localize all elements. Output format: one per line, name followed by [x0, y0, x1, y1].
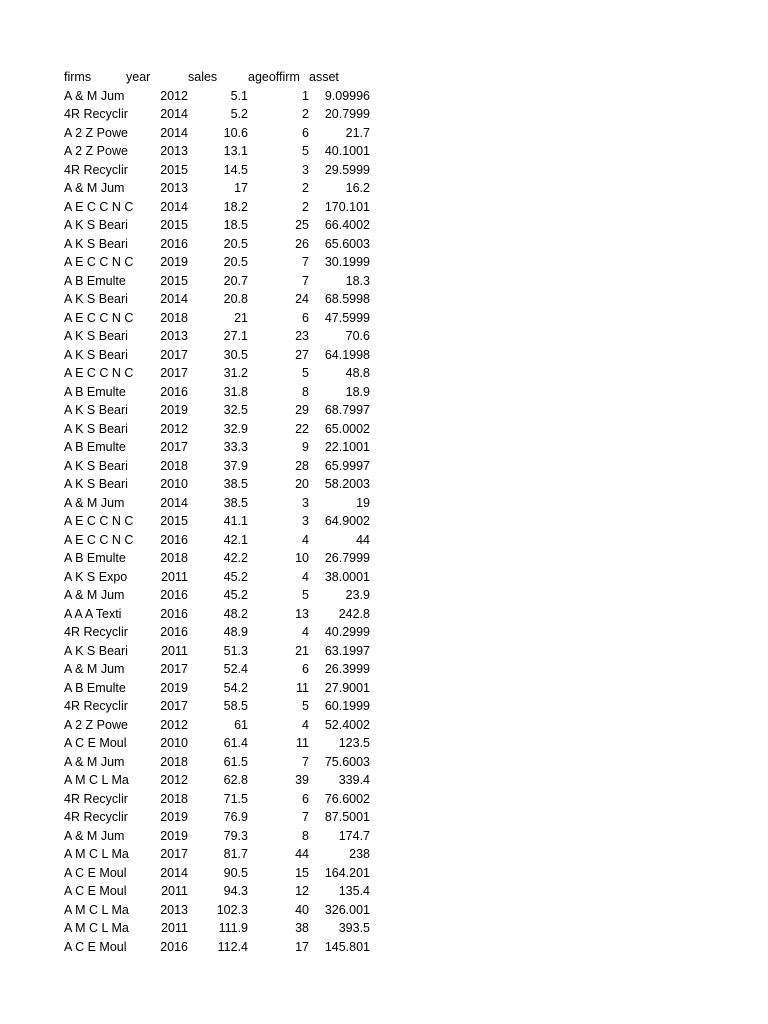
cell-asset: 18.9 — [345, 384, 370, 399]
cell-year: 2015 — [160, 162, 188, 177]
table-row — [64, 568, 374, 587]
table-row — [64, 216, 374, 235]
cell-year: 2016 — [160, 588, 188, 602]
table-row — [64, 512, 374, 531]
cell-firm: A K S Beari — [64, 236, 128, 251]
cell-sales: 32.9 — [223, 421, 248, 436]
cell-sales: 33.3 — [223, 440, 248, 454]
cell-asset: 65.9997 — [324, 458, 370, 473]
table-row — [64, 901, 374, 920]
cell-sales: 62.8 — [223, 773, 248, 787]
cell-asset: 68.7997 — [324, 403, 370, 417]
cell-asset: 18.3 — [345, 273, 370, 288]
table-row — [64, 179, 374, 198]
cell-asset: 339.4 — [338, 773, 370, 787]
cell-ageoffirm: 6 — [302, 310, 309, 325]
cell-ageoffirm: 11 — [296, 736, 309, 750]
cell-ageoffirm: 7 — [302, 255, 309, 269]
cell-firm: A E C C N C — [64, 366, 134, 380]
cell-asset: 75.6003 — [324, 754, 370, 769]
cell-ageoffirm: 3 — [302, 162, 309, 177]
cell-asset: 20.7999 — [324, 107, 370, 121]
cell-sales: 61.5 — [223, 754, 248, 769]
cell-ageoffirm: 4 — [302, 625, 309, 639]
table-row — [64, 235, 374, 254]
cell-asset: 48.8 — [345, 366, 370, 380]
cell-firm: A M C L Ma — [64, 902, 129, 917]
cell-firm: A K S Beari — [64, 421, 128, 436]
cell-sales: 13.1 — [223, 144, 248, 158]
cell-firm: A B Emulte — [64, 273, 126, 288]
table-row — [64, 198, 374, 217]
cell-sales: 71.5 — [223, 791, 248, 806]
cell-year: 2017 — [160, 847, 188, 861]
cell-ageoffirm: 29 — [295, 403, 309, 417]
cell-firm: A & M Jum — [64, 828, 125, 843]
cell-firm: A B Emulte — [64, 551, 126, 565]
cell-year: 2014 — [160, 107, 188, 121]
cell-year: 2017 — [160, 662, 188, 676]
cell-year: 2013 — [160, 329, 188, 343]
cell-year: 2018 — [160, 551, 188, 565]
cell-ageoffirm: 21 — [295, 643, 309, 658]
cell-asset: 26.3999 — [324, 662, 370, 676]
cell-year: 2011 — [161, 569, 188, 584]
table-row — [64, 346, 374, 365]
cell-sales: 20.8 — [223, 292, 248, 306]
cell-asset: 44 — [356, 532, 370, 547]
cell-asset: 65.6003 — [324, 236, 370, 251]
cell-asset: 70.6 — [345, 329, 370, 343]
cell-sales: 48.9 — [223, 625, 248, 639]
cell-sales: 42.1 — [223, 532, 248, 547]
cell-asset: 9.09996 — [324, 88, 370, 103]
table-row — [64, 531, 374, 550]
cell-firm: A & M Jum — [64, 181, 125, 195]
cell-year: 2013 — [160, 902, 188, 917]
cell-sales: 5.2 — [230, 107, 248, 121]
cell-firm: A C E Moul — [64, 865, 127, 880]
cell-year: 2012 — [160, 88, 188, 103]
cell-firm: A 2 Z Powe — [64, 717, 128, 732]
cell-year: 2011 — [161, 884, 188, 898]
cell-firm: A E C C N C — [64, 310, 134, 325]
cell-firm: 4R Recyclir — [64, 162, 128, 177]
cell-asset: 58.2003 — [324, 477, 370, 491]
cell-sales: 20.7 — [223, 273, 248, 288]
cell-firm: A 2 Z Powe — [64, 125, 128, 140]
cell-firm: A & M Jum — [64, 662, 125, 676]
cell-year: 2016 — [160, 939, 188, 954]
cell-ageoffirm: 10 — [295, 551, 309, 565]
cell-firm: A K S Beari — [64, 347, 128, 362]
cell-asset: 64.9002 — [324, 514, 370, 528]
header-row — [64, 68, 374, 87]
table-row — [64, 827, 374, 846]
cell-sales: 45.2 — [223, 588, 248, 602]
spreadsheet-table — [64, 68, 374, 956]
cell-firm: 4R Recyclir — [64, 625, 128, 639]
cell-sales: 20.5 — [223, 236, 248, 251]
cell-sales: 38.5 — [223, 477, 248, 491]
cell-year: 2017 — [160, 347, 188, 362]
cell-sales: 81.7 — [223, 847, 248, 861]
cell-asset: 38.0001 — [324, 569, 370, 584]
cell-firm: A M C L Ma — [64, 773, 129, 787]
cell-year: 2014 — [160, 495, 188, 510]
cell-sales: 61 — [234, 717, 248, 732]
cell-asset: 64.1998 — [324, 347, 370, 362]
cell-asset: 238 — [349, 847, 370, 861]
cell-firm: A B Emulte — [64, 384, 126, 399]
cell-firm: A K S Beari — [64, 643, 128, 658]
table-row — [64, 438, 374, 457]
cell-asset: 16.2 — [345, 181, 370, 195]
cell-ageoffirm: 5 — [302, 588, 309, 602]
cell-asset: 27.9001 — [324, 680, 370, 695]
cell-ageoffirm: 4 — [302, 569, 309, 584]
cell-asset: 174.7 — [338, 828, 370, 843]
cell-year: 2010 — [160, 477, 188, 491]
cell-year: 2011 — [161, 921, 188, 935]
cell-sales: 102.3 — [216, 902, 248, 917]
cell-sales: 54.2 — [223, 680, 248, 695]
cell-year: 2017 — [160, 366, 188, 380]
cell-asset: 47.5999 — [324, 310, 370, 325]
table-row — [64, 642, 374, 661]
header-sales: sales — [188, 70, 218, 84]
cell-firm: A E C C N C — [64, 199, 134, 214]
cell-sales: 79.3 — [223, 828, 248, 843]
cell-asset: 21.7 — [345, 125, 370, 140]
table-row — [64, 623, 374, 642]
table-row — [64, 716, 374, 735]
cell-ageoffirm: 26 — [295, 236, 309, 251]
cell-sales: 18.2 — [223, 199, 248, 214]
table-row — [64, 882, 374, 901]
table-row — [64, 272, 374, 291]
cell-ageoffirm: 22 — [295, 421, 309, 436]
cell-ageoffirm: 3 — [302, 495, 309, 510]
cell-year: 2014 — [160, 125, 188, 140]
cell-asset: 123.5 — [338, 736, 370, 750]
cell-firm: A & M Jum — [64, 588, 125, 602]
cell-asset: 40.1001 — [324, 144, 370, 158]
table-row — [64, 697, 374, 716]
cell-year: 2015 — [160, 514, 188, 528]
cell-asset: 66.4002 — [324, 218, 370, 232]
cell-ageoffirm: 4 — [302, 532, 309, 547]
cell-sales: 42.2 — [223, 551, 248, 565]
cell-year: 2014 — [160, 292, 188, 306]
cell-firm: A M C L Ma — [64, 847, 129, 861]
table-row — [64, 309, 374, 328]
cell-year: 2018 — [160, 791, 188, 806]
cell-year: 2012 — [160, 717, 188, 732]
cell-sales: 111.9 — [218, 921, 248, 935]
cell-year: 2016 — [160, 236, 188, 251]
header-ageoffirm: ageoffirm — [248, 70, 300, 84]
cell-firm: A E C C N C — [64, 532, 134, 547]
cell-year: 2019 — [160, 680, 188, 695]
cell-ageoffirm: 5 — [302, 144, 309, 158]
cell-ageoffirm: 8 — [302, 828, 309, 843]
cell-sales: 21 — [234, 310, 248, 325]
cell-year: 2014 — [160, 199, 188, 214]
cell-firm: A C E Moul — [64, 736, 127, 750]
cell-ageoffirm: 7 — [302, 754, 309, 769]
cell-ageoffirm: 38 — [295, 921, 309, 935]
cell-year: 2018 — [160, 754, 188, 769]
cell-sales: 45.2 — [223, 569, 248, 584]
cell-year: 2016 — [160, 532, 188, 547]
cell-ageoffirm: 3 — [302, 514, 309, 528]
cell-sales: 18.5 — [223, 218, 248, 232]
cell-firm: 4R Recyclir — [64, 699, 128, 713]
cell-sales: 30.5 — [223, 347, 248, 362]
table-row — [64, 790, 374, 809]
cell-asset: 164.201 — [324, 865, 370, 880]
cell-asset: 145.801 — [324, 939, 370, 954]
header-asset: asset — [309, 70, 339, 84]
table-row — [64, 938, 374, 957]
cell-year: 2012 — [160, 773, 188, 787]
cell-firm: A & M Jum — [64, 495, 125, 510]
cell-ageoffirm: 28 — [295, 458, 309, 473]
cell-firm: 4R Recyclir — [64, 810, 128, 824]
cell-asset: 30.1999 — [324, 255, 370, 269]
header-year: year — [126, 70, 151, 84]
cell-ageoffirm: 6 — [302, 125, 309, 140]
cell-ageoffirm: 17 — [295, 939, 309, 954]
cell-ageoffirm: 9 — [302, 440, 309, 454]
cell-year: 2015 — [160, 273, 188, 288]
cell-asset: 326.001 — [324, 902, 370, 917]
cell-sales: 41.1 — [223, 514, 248, 528]
cell-firm: A C E Moul — [64, 884, 127, 898]
table-row — [64, 142, 374, 161]
cell-ageoffirm: 20 — [295, 477, 309, 491]
cell-sales: 51.3 — [223, 643, 248, 658]
cell-year: 2015 — [160, 218, 188, 232]
cell-asset: 26.7999 — [324, 551, 370, 565]
cell-firm: A K S Beari — [64, 403, 128, 417]
cell-sales: 58.5 — [223, 699, 248, 713]
cell-year: 2011 — [161, 643, 188, 658]
table-row — [64, 753, 374, 772]
cell-year: 2013 — [160, 181, 188, 195]
cell-firm: A C E Moul — [64, 939, 127, 954]
cell-year: 2019 — [160, 255, 188, 269]
cell-sales: 90.5 — [223, 865, 248, 880]
cell-firm: A K S Beari — [64, 218, 128, 232]
table-row — [64, 494, 374, 513]
table-row — [64, 124, 374, 143]
cell-ageoffirm: 2 — [302, 181, 309, 195]
cell-sales: 31.2 — [223, 366, 248, 380]
table-row — [64, 919, 374, 938]
cell-asset: 60.1999 — [324, 699, 370, 713]
cell-sales: 112.4 — [217, 939, 248, 954]
cell-ageoffirm: 5 — [302, 699, 309, 713]
cell-firm: A B Emulte — [64, 680, 126, 695]
cell-firm: 4R Recyclir — [64, 791, 128, 806]
cell-ageoffirm: 5 — [302, 366, 309, 380]
table-row — [64, 420, 374, 439]
cell-firm: A K S Beari — [64, 458, 128, 473]
cell-sales: 61.4 — [223, 736, 248, 750]
cell-sales: 38.5 — [223, 495, 248, 510]
cell-ageoffirm: 7 — [302, 273, 309, 288]
cell-ageoffirm: 7 — [302, 810, 309, 824]
cell-ageoffirm: 13 — [295, 606, 309, 621]
cell-ageoffirm: 25 — [295, 218, 309, 232]
cell-sales: 17 — [234, 181, 248, 195]
cell-ageoffirm: 2 — [302, 107, 309, 121]
cell-firm: A K S Beari — [64, 292, 128, 306]
cell-firm: A K S Beari — [64, 477, 128, 491]
table-row — [64, 845, 374, 864]
table-row — [64, 605, 374, 624]
cell-ageoffirm: 6 — [302, 662, 309, 676]
cell-year: 2016 — [160, 384, 188, 399]
cell-ageoffirm: 6 — [302, 791, 309, 806]
table-row — [64, 327, 374, 346]
table-row — [64, 660, 374, 679]
cell-year: 2014 — [160, 865, 188, 880]
cell-sales: 37.9 — [223, 458, 248, 473]
cell-year: 2010 — [160, 736, 188, 750]
cell-firm: A A A Texti — [64, 606, 122, 621]
cell-ageoffirm: 40 — [295, 902, 309, 917]
cell-firm: A & M Jum — [64, 88, 125, 103]
cell-asset: 76.6002 — [324, 791, 370, 806]
cell-asset: 63.1997 — [324, 643, 370, 658]
cell-asset: 170.101 — [324, 199, 370, 214]
cell-asset: 135.4 — [338, 884, 370, 898]
cell-year: 2019 — [160, 810, 188, 824]
cell-year: 2018 — [160, 458, 188, 473]
cell-asset: 52.4002 — [324, 717, 370, 732]
cell-asset: 242.8 — [338, 606, 370, 621]
cell-year: 2019 — [160, 828, 188, 843]
table-row — [64, 864, 374, 883]
cell-ageoffirm: 23 — [295, 329, 309, 343]
cell-sales: 52.4 — [223, 662, 248, 676]
cell-sales: 27.1 — [223, 329, 248, 343]
cell-year: 2012 — [160, 421, 188, 436]
cell-ageoffirm: 39 — [295, 773, 309, 787]
cell-firm: A K S Beari — [64, 329, 128, 343]
table-body — [64, 87, 374, 957]
table-row — [64, 290, 374, 309]
cell-ageoffirm: 12 — [295, 884, 309, 898]
table-row — [64, 549, 374, 568]
cell-sales: 48.2 — [223, 606, 248, 621]
cell-sales: 14.5 — [223, 162, 248, 177]
table-row — [64, 457, 374, 476]
cell-sales: 94.3 — [223, 884, 248, 898]
header-firms: firms — [64, 70, 92, 84]
table-row — [64, 364, 374, 383]
table-row — [64, 401, 374, 420]
table-row — [64, 771, 374, 790]
cell-firm: A E C C N C — [64, 514, 134, 528]
cell-ageoffirm: 11 — [296, 680, 309, 695]
cell-asset: 393.5 — [338, 921, 370, 935]
cell-year: 2013 — [160, 144, 188, 158]
cell-ageoffirm: 44 — [295, 847, 309, 861]
cell-sales: 32.5 — [223, 403, 248, 417]
cell-ageoffirm: 4 — [302, 717, 309, 732]
cell-ageoffirm: 1 — [302, 88, 309, 103]
cell-ageoffirm: 8 — [302, 384, 309, 399]
cell-sales: 76.9 — [223, 810, 248, 824]
cell-asset: 87.5001 — [324, 810, 370, 824]
cell-ageoffirm: 27 — [295, 347, 309, 362]
cell-asset: 65.0002 — [324, 421, 370, 436]
cell-firm: A B Emulte — [64, 440, 126, 454]
cell-asset: 29.5999 — [324, 162, 370, 177]
cell-ageoffirm: 24 — [295, 292, 309, 306]
table-row — [64, 87, 374, 106]
table-row — [64, 105, 374, 124]
cell-year: 2016 — [160, 606, 188, 621]
table-row — [64, 161, 374, 180]
cell-asset: 68.5998 — [324, 292, 370, 306]
cell-asset: 40.2999 — [324, 625, 370, 639]
cell-asset: 22.1001 — [324, 440, 370, 454]
cell-sales: 10.6 — [223, 125, 248, 140]
cell-firm: A M C L Ma — [64, 921, 129, 935]
table-row — [64, 679, 374, 698]
table-row — [64, 253, 374, 272]
table-row — [64, 586, 374, 605]
cell-firm: 4R Recyclir — [64, 107, 128, 121]
cell-year: 2017 — [160, 440, 188, 454]
cell-firm: A E C C N C — [64, 255, 134, 269]
cell-firm: A 2 Z Powe — [64, 144, 128, 158]
cell-firm: A K S Expo — [64, 569, 128, 584]
table-row — [64, 383, 374, 402]
cell-sales: 20.5 — [223, 255, 248, 269]
cell-ageoffirm: 2 — [302, 199, 309, 214]
cell-year: 2016 — [160, 625, 188, 639]
cell-asset: 19 — [356, 495, 370, 510]
table-row — [64, 475, 374, 494]
cell-year: 2019 — [160, 403, 188, 417]
cell-firm: A & M Jum — [64, 754, 125, 769]
cell-year: 2018 — [160, 310, 188, 325]
table-row — [64, 808, 374, 827]
table-row — [64, 734, 374, 753]
cell-year: 2017 — [160, 699, 188, 713]
cell-ageoffirm: 15 — [295, 865, 309, 880]
cell-sales: 5.1 — [230, 88, 248, 103]
cell-sales: 31.8 — [223, 384, 248, 399]
cell-asset: 23.9 — [345, 588, 370, 602]
